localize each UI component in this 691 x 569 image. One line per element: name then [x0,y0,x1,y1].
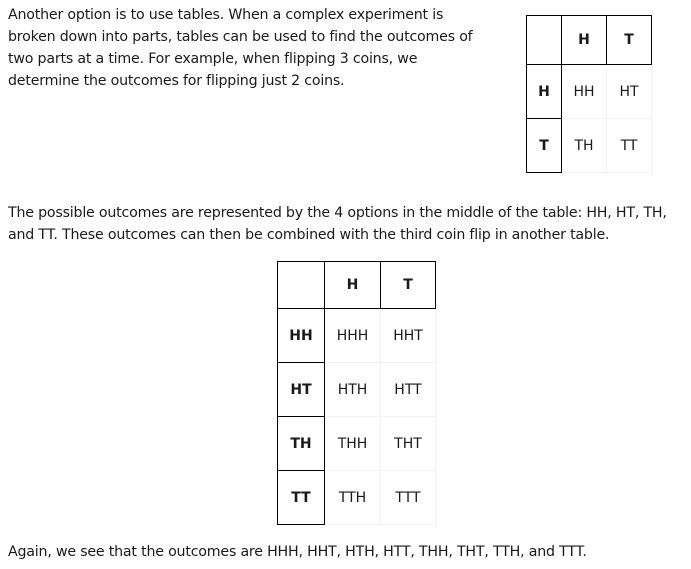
outcome-cell: TH [562,119,607,173]
column-header: H [562,16,607,65]
table-row [278,471,436,525]
closing-paragraph: Again, we see that the outcomes are HHH, HHT, HTH, HTT, THH, THT, TTH, and TTT. [8,544,587,560]
two-coin-outcome-table [526,15,652,173]
outcome-cell: THH [325,417,381,471]
table-header-row [278,262,436,309]
intro-paragraph: Another option is to use tables. When a complex experiment is broken down into parts, tables can be used to find the outcomes of two parts at a time. For example, when flipping 3 coins, we determine the outcomes for flipping just 2 coins. [8,7,473,89]
outcome-cell: HH [562,65,607,119]
outcome-cell: TTT [381,471,436,525]
column-header: T [381,262,436,309]
column-header: T [607,16,652,65]
row-header: T [527,119,562,173]
row-header: HT [278,363,325,417]
outcome-cell: HTT [381,363,436,417]
table-row [527,119,652,173]
table-row [278,363,436,417]
row-header: TH [278,417,325,471]
corner-cell [278,262,325,309]
outcome-cell: TT [607,119,652,173]
table-row [527,65,652,119]
column-header: H [325,262,381,309]
corner-cell [527,16,562,65]
row-header: HH [278,309,325,363]
outcome-cell: HHH [325,309,381,363]
table-row [278,417,436,471]
outcome-cell: HTH [325,363,381,417]
row-header: H [527,65,562,119]
outcome-cell: HHT [381,309,436,363]
middle-paragraph: The possible outcomes are represented by the 4 options in the middle of the table: HH, HT, TH, and TT. These outcomes can then be combined with the third coin flip in another table. [8,205,667,243]
outcome-cell: HT [607,65,652,119]
table-header-row [527,16,652,65]
row-header: TT [278,471,325,525]
table-row [278,309,436,363]
outcome-cell: TTH [325,471,381,525]
three-coin-outcome-table [277,261,436,525]
outcome-cell: THT [381,417,436,471]
